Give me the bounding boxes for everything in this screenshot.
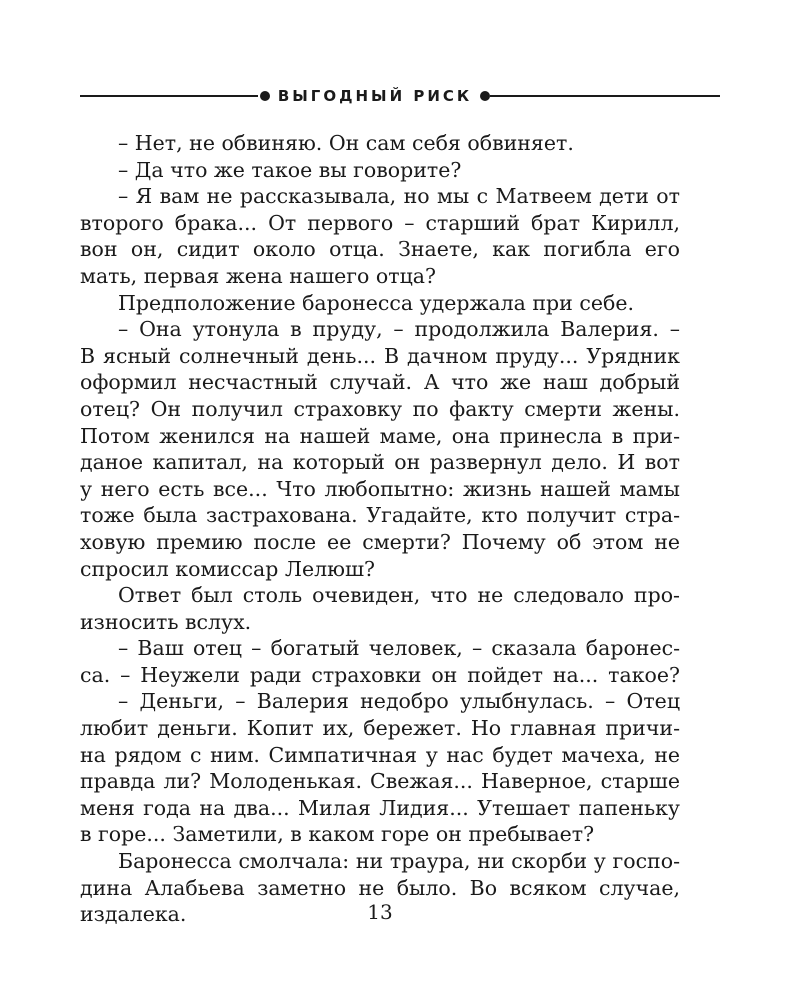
header-dot-left [260,91,270,101]
text-line: издалека. [80,902,187,927]
text-line: – Деньги, – Валерия недобро улыбнулась. – Отец [118,689,680,714]
text-line: Предположение баронесса удержала при себе. [118,290,634,315]
text-line: Ответ был столь очевиден, что не следовало про- [118,583,680,608]
text-line: Потом женился на нашей маме, она принесла в при- [80,423,680,448]
text-line: любит деньги. Копит их, бережет. Но главная причи- [80,716,680,741]
header-rule-right [490,95,720,97]
text-line: спросил комиссар Лелюш? [80,556,376,581]
text-line: износить вслух. [80,609,252,634]
page-number: 13 [367,900,393,924]
text-line: дина Алабьева заметно не было. Во всяком случае, [80,875,680,900]
text-line: отец? Он получил страховку по факту смерти жены. [80,396,680,421]
running-header [80,82,720,110]
text-line: са. – Неужели ради страховки он пойдет на... такое? [80,662,680,687]
body-text [80,130,680,928]
text-line: второго брака... От первого – старший брат Кирилл, [80,210,680,235]
text-line: на рядом с ним. Симпатичная у нас будет мачеха, не [80,742,680,767]
text-line: меня года на два... Милая Лидия... Утешает папеньку [80,795,680,820]
text-line: оформил несчастный случай. А что же наш добрый [80,370,680,395]
text-line: даное капитал, на который он развернул дело. И вот [80,450,680,475]
text-line: – Да что же такое вы говорите? [118,157,462,182]
text-line: – Она утонула в пруду, – продолжила Валерия. – [118,317,680,342]
text-line: в горе... Заметили, в каком горе он пребывает? [80,822,595,847]
header-rule-left [80,95,258,97]
text-line: мать, первая жена нашего отца? [80,263,436,288]
text-line: вон он, сидит около отца. Знаете, как погибла его [80,237,680,262]
running-title: ВЫГОДНЫЙ РИСК [277,87,473,105]
header-dot-right [480,91,490,101]
text-line: тоже была застрахована. Угадайте, кто получит стра- [80,503,680,528]
text-line: – Я вам не рассказывала, но мы с Матвеем дети от [118,184,680,209]
text-line: – Нет, не обвиняю. Он сам себя обвиняет. [118,131,574,155]
text-line: у него есть все... Что любопытно: жизнь нашей мамы [80,476,680,501]
text-line: Баронесса смолчала: ни траура, ни скорби у госпо- [118,849,680,874]
text-line: В ясный солнечный день... В дачном пруду... Урядник [80,343,680,368]
text-line: правда ли? Молоденькая. Свежая... Наверное, старше [80,769,680,794]
text-line: – Ваш отец – богатый человек, – сказала баронес- [118,636,680,661]
text-line: ховую премию после ее смерти? Почему об этом не [80,529,680,554]
